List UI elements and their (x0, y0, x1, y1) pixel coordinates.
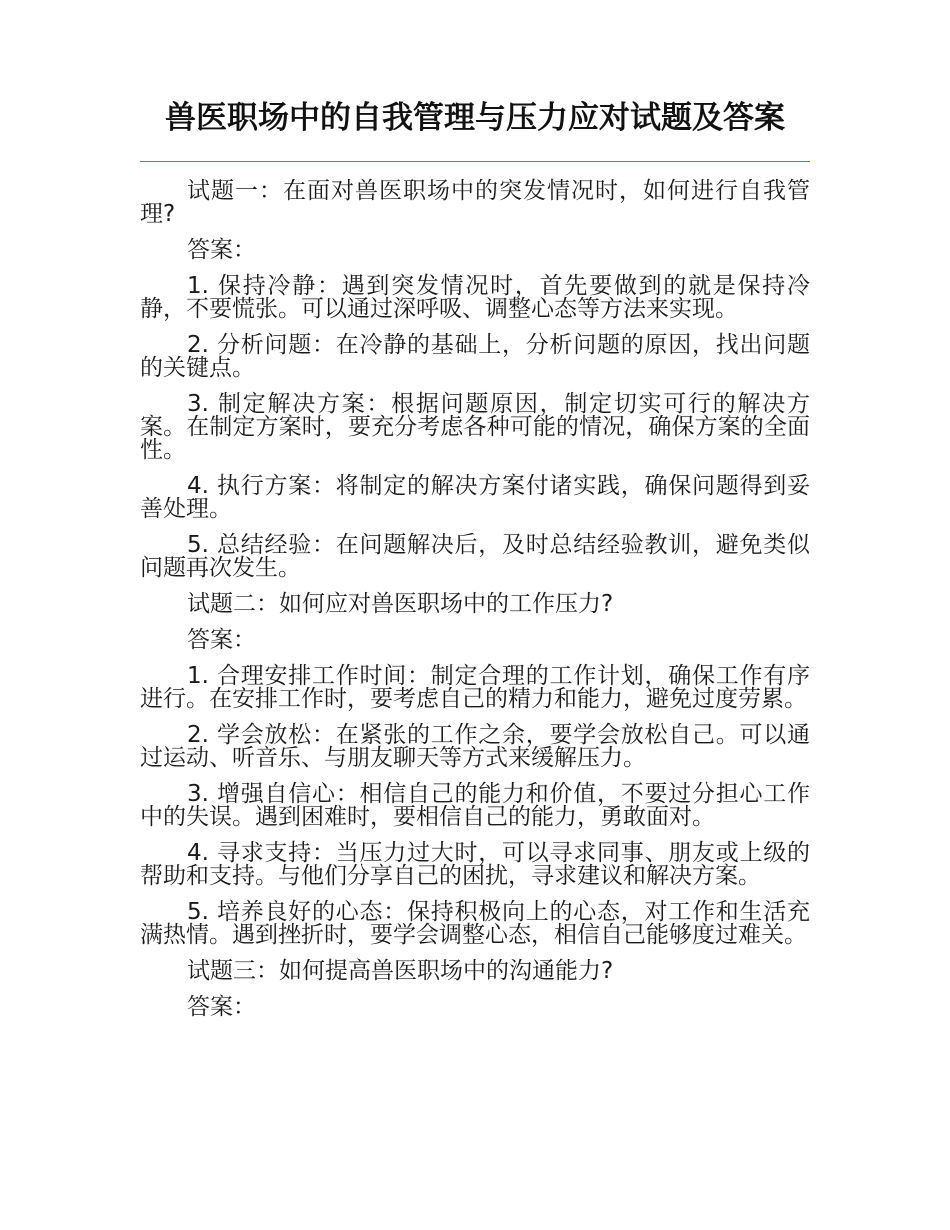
answer-2-point-5: 5. 培养良好的心态：保持积极向上的心态，对工作和生活充满热情。遇到挫折时，要学会调整心态，相信自己能够度过难关。 (140, 899, 810, 948)
answer-2-point-2: 2. 学会放松：在紧张的工作之余，要学会放松自己。可以通过运动、听音乐、与朋友聊天等方式来缓解压力。 (140, 722, 810, 771)
answer-1-point-1: 1. 保持冷静：遇到突发情况时，首先要做到的就是保持冷静，不要慌张。可以通过深呼吸、调整心态等方法来实现。 (140, 273, 810, 322)
answer-label-1: 答案： (187, 237, 256, 263)
document-title: 兽医职场中的自我管理与压力应对试题及答案 (165, 100, 785, 136)
question-2-heading: 试题二：如何应对兽医职场中的工作压力? (187, 591, 614, 617)
answer-1-point-3: 3. 制定解决方案：根据问题原因，制定切实可行的解决方案。在制定方案时，要充分考虑各种可能的情况，确保方案的全面性。 (140, 391, 810, 463)
answer-1-point-5: 5. 总结经验：在问题解决后，及时总结经验教训，避免类似问题再次发生。 (140, 532, 810, 581)
question-1-heading: 试题一：在面对兽医职场中的突发情况时，如何进行自我管理? (140, 178, 810, 227)
answer-2-point-1: 1. 合理安排工作时间：制定合理的工作计划，确保工作有序进行。在安排工作时，要考虑自己的精力和能力，避免过度劳累。 (140, 663, 810, 712)
document-body (140, 180, 810, 1032)
answer-label-2: 答案： (187, 627, 256, 653)
title-underline (140, 161, 810, 162)
question-3-heading: 试题三：如何提高兽医职场中的沟通能力? (187, 958, 614, 984)
answer-2-point-3: 3. 增强自信心：相信自己的能力和价值，不要过分担心工作中的失误。遇到困难时，要相信自己的能力，勇敢面对。 (140, 781, 810, 830)
answer-label-3: 答案： (187, 994, 256, 1020)
answer-2-point-4: 4. 寻求支持：当压力过大时，可以寻求同事、朋友或上级的帮助和支持。与他们分享自己的困扰，寻求建议和解决方案。 (140, 840, 810, 889)
answer-1-point-2: 2. 分析问题：在冷静的基础上，分析问题的原因，找出问题的关键点。 (140, 332, 810, 381)
answer-1-point-4: 4. 执行方案：将制定的解决方案付诸实践，确保问题得到妥善处理。 (140, 473, 810, 522)
